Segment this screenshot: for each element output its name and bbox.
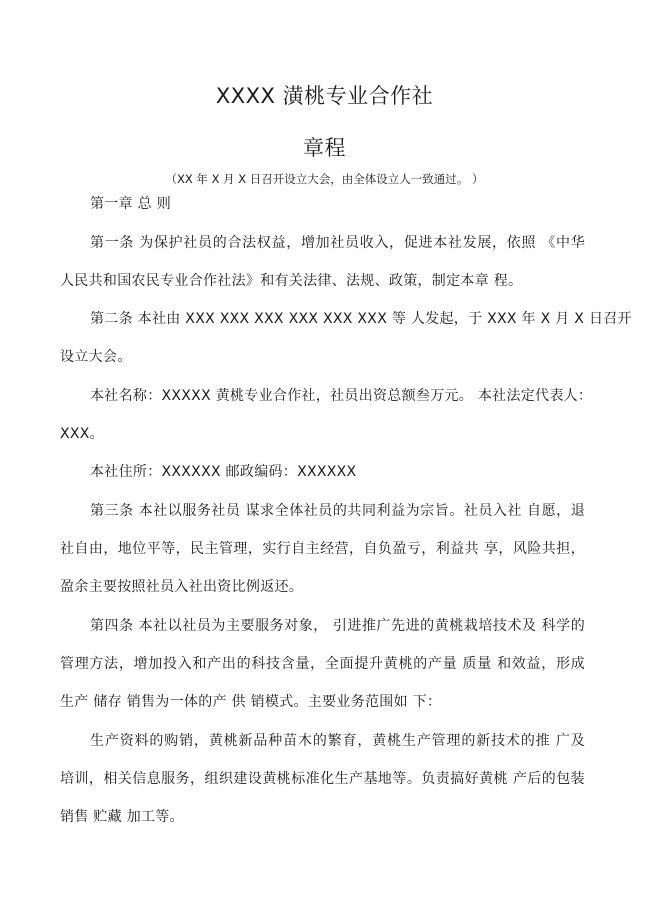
article-1-line-1: 第一条 为保护社员的合法权益，增加社员收入，促进本社发展，依照 《中华 [90,235,585,251]
business-scope-line-3: 销售 贮藏 加工等。 [60,809,184,825]
article-4-line-2: 管理方法，增加投入和产出的科技含量，全面提升黄桃的产量 质量 和效益，形成 [60,656,585,672]
article-2-line-2: 设立大会。 [60,349,132,365]
chapter-heading: 第一章 总 则 [90,196,171,212]
article-3-line-3: 盈余主要按照社员入社出资比例返还。 [60,579,304,595]
article-4-line-3: 生产 储存 销售为一体的产 供 销模式。主要业务范围如 下： [60,694,442,710]
article-2-line-1: 第二条 本社由 XXX XXX XXX XXX XXX XXX 等 人发起，于 XXX 年 X 月 X 日召开 [90,311,632,327]
address-line: 本社住所：XXXXXX 邮政编码：XXXXXX [90,464,357,480]
article-3-line-2: 社自由，地位平等，民主管理，实行自主经营，自负盈亏，利益共 享，风险共担， [60,541,585,557]
business-scope-line-2: 培训，相关信息服务，组织建设黄桃标准化生产基地等。负责搞好黄桃 产后的包装 [60,771,585,787]
article-1-line-2: 人民共和国农民专业合作社法》和有关法律、法规、政策，制定本章 程。 [60,273,523,289]
document-title: XXXX 潢桃专业合作社 [215,84,434,108]
document-subtitle: 章程 [303,136,346,160]
legal-representative-line: XXX。 [60,426,104,442]
article-3-line-1: 第三条 本社以服务社员 谋求全体社员的共同利益为宗旨。社员入社 自愿，退 [90,503,585,519]
business-scope-line-1: 生产资料的购销，黄桃新品种苗木的繁育，黄桃生产管理的新技术的推 广及 [90,733,585,749]
adoption-note: （XX 年 X 月 X 日召开设立大会，由全体设立人一致通过。 ） [165,172,484,186]
society-name-line: 本社名称：XXXXX 黄桃专业合作社，社员出资总额叁万元。 本社法定代表人： [90,388,593,404]
article-4-line-1: 第四条 本社以社员为主要服务对象， 引进推广先进的黄桃栽培技术及 科学的 [90,618,585,634]
